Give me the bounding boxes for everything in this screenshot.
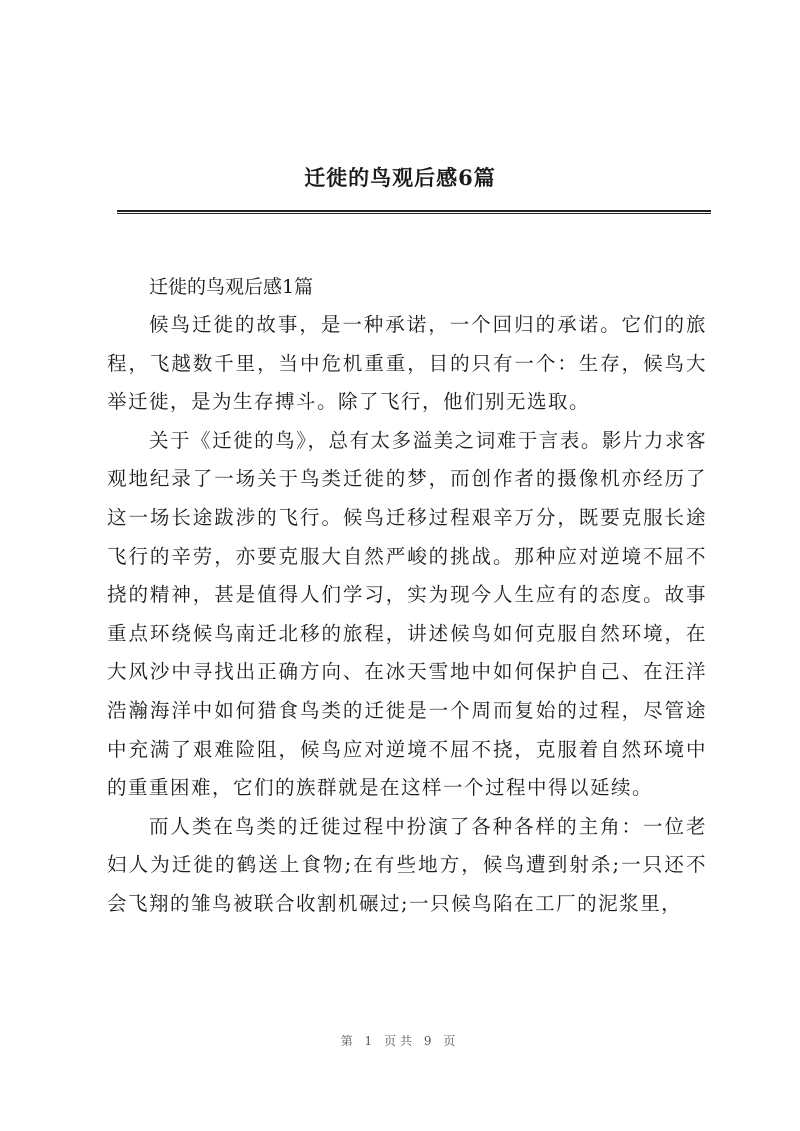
paragraph-3: 而人类在鸟类的迁徙过程中扮演了各种各样的主角：一位老妇人为迁徙的鹤送上食物;在有些地方，候鸟遭到射杀;一只还不会飞翔的雏鸟被联合收割机碾过;一只候鸟陷在工厂的泥浆里， <box>107 814 707 915</box>
paragraph-2: 关于《迁徙的鸟》，总有太多溢美之词难于言表。影片力求客观地纪录了一场关于鸟类迁徙的梦，而创作者的摄像机亦经历了这一场长途跋涉的飞行。候鸟迁移过程艰辛万分，既要克服长途飞行的辛劳，亦要克服大自然严峻的挑战。那种应对逆境不屈不挠的精神，甚是值得人们学习，实为现今人生应有的态度。故事重点环绕候鸟南迁北移的旅程，讲述候鸟如何克服自然环境，在大风沙中寻找出正确方向、在冰天雪地中如何保护自己、在汪洋浩瀚海洋中如何猎食鸟类的迁徙是一个周而复始的过程，尽管途中充满了艰难险阻，候鸟应对逆境不屈不挠，克服着自然环境中的重重困难，它们的族群就是在这样一个过程中得以延续。 <box>107 428 707 800</box>
title-divider <box>117 210 711 214</box>
section-heading: 迁徙的鸟观后感1篇 <box>149 276 314 298</box>
page-number-footer: 第 1 页共 9 页 <box>340 1034 460 1048</box>
document-body <box>107 268 707 924</box>
paragraph-1: 候鸟迁徙的故事，是一种承诺，一个回归的承诺。它们的旅程，飞越数千里，当中危机重重，目的只有一个：生存，候鸟大举迁徙，是为生存搏斗。除了飞行，他们别无选取。 <box>107 313 707 414</box>
page-title: 迁徙的鸟观后感6篇 <box>304 165 496 190</box>
